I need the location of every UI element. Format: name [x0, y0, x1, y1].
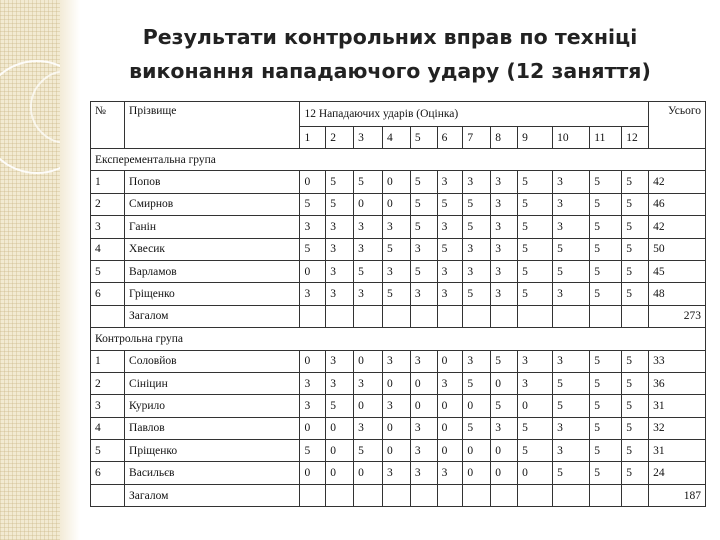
score-cell: 5 — [622, 440, 649, 462]
score-cell: 3 — [518, 372, 553, 394]
row-total: 42 — [649, 171, 706, 193]
score-cell: 3 — [437, 283, 463, 305]
score-cell: 3 — [437, 171, 463, 193]
summary-total: 273 — [649, 305, 706, 327]
score-cell: 5 — [622, 283, 649, 305]
header-strike-7: 7 — [463, 127, 491, 149]
score-cell: 3 — [382, 350, 410, 372]
score-cell: 5 — [326, 171, 354, 193]
score-cell: 3 — [553, 350, 590, 372]
row-surname: Смирнов — [125, 193, 300, 215]
table-row — [91, 350, 706, 372]
score-cell: 0 — [354, 193, 383, 215]
summary-empty-cell — [300, 305, 326, 327]
score-cell: 0 — [300, 462, 326, 484]
score-cell: 3 — [326, 238, 354, 260]
score-cell: 5 — [437, 193, 463, 215]
header-strike-6: 6 — [437, 127, 463, 149]
row-surname: Павлов — [125, 417, 300, 439]
score-cell: 3 — [300, 216, 326, 238]
score-cell: 3 — [354, 417, 383, 439]
summary-empty-cell — [518, 305, 553, 327]
score-cell: 3 — [463, 260, 491, 282]
score-cell: 5 — [622, 350, 649, 372]
group-summary-row — [91, 305, 706, 327]
header-strike-3: 3 — [354, 127, 383, 149]
summary-empty-cell — [590, 484, 622, 506]
row-number: 5 — [91, 440, 125, 462]
score-cell: 0 — [300, 350, 326, 372]
score-cell: 3 — [437, 462, 463, 484]
score-cell: 3 — [410, 238, 437, 260]
score-cell: 0 — [518, 395, 553, 417]
score-cell: 3 — [354, 283, 383, 305]
row-total: 31 — [649, 440, 706, 462]
score-cell: 5 — [553, 462, 590, 484]
score-cell: 5 — [553, 395, 590, 417]
score-cell: 5 — [590, 395, 622, 417]
score-cell: 0 — [382, 440, 410, 462]
score-cell: 3 — [491, 171, 518, 193]
score-cell: 5 — [382, 283, 410, 305]
header-strike-11: 11 — [590, 127, 622, 149]
score-cell: 0 — [382, 193, 410, 215]
score-cell: 3 — [300, 283, 326, 305]
score-cell: 5 — [518, 171, 553, 193]
summary-empty-cell — [491, 305, 518, 327]
header-strike-10: 10 — [553, 127, 590, 149]
score-cell: 5 — [590, 171, 622, 193]
score-cell: 3 — [382, 395, 410, 417]
summary-empty-cell — [553, 305, 590, 327]
score-cell: 0 — [326, 462, 354, 484]
score-cell: 5 — [437, 238, 463, 260]
summary-empty-cell — [382, 484, 410, 506]
summary-empty-cell — [437, 484, 463, 506]
score-cell: 5 — [300, 238, 326, 260]
score-cell: 0 — [382, 417, 410, 439]
group-label: Контрольна група — [91, 328, 706, 350]
header-strike-5: 5 — [410, 127, 437, 149]
score-cell: 0 — [382, 171, 410, 193]
score-cell: 3 — [463, 171, 491, 193]
row-total: 32 — [649, 417, 706, 439]
score-cell: 5 — [622, 462, 649, 484]
score-cell: 3 — [410, 462, 437, 484]
slide-title — [90, 20, 690, 88]
score-cell: 3 — [382, 462, 410, 484]
score-cell: 0 — [300, 417, 326, 439]
score-cell: 3 — [354, 238, 383, 260]
summary-empty-cell — [354, 305, 383, 327]
score-cell: 0 — [437, 440, 463, 462]
summary-empty-cell — [354, 484, 383, 506]
summary-empty-cell — [326, 305, 354, 327]
group-label-row — [91, 328, 706, 350]
score-cell: 5 — [622, 260, 649, 282]
row-number: 2 — [91, 372, 125, 394]
group-summary-row — [91, 484, 706, 506]
score-cell: 5 — [518, 440, 553, 462]
header-row — [91, 102, 706, 127]
score-cell: 3 — [326, 283, 354, 305]
row-number: 6 — [91, 462, 125, 484]
score-cell: 5 — [590, 350, 622, 372]
score-cell: 0 — [354, 462, 383, 484]
score-cell: 5 — [491, 350, 518, 372]
score-cell: 5 — [518, 193, 553, 215]
score-cell: 5 — [463, 417, 491, 439]
summary-empty-cell — [463, 305, 491, 327]
row-total: 31 — [649, 395, 706, 417]
row-total: 24 — [649, 462, 706, 484]
score-cell: 0 — [518, 462, 553, 484]
score-cell: 3 — [410, 417, 437, 439]
table-row — [91, 395, 706, 417]
score-cell: 3 — [553, 417, 590, 439]
score-cell: 3 — [518, 350, 553, 372]
summary-empty-cell — [326, 484, 354, 506]
score-cell: 5 — [463, 216, 491, 238]
score-cell: 5 — [590, 440, 622, 462]
score-cell: 3 — [437, 216, 463, 238]
score-cell: 0 — [491, 462, 518, 484]
header-strike-4: 4 — [382, 127, 410, 149]
score-cell: 3 — [326, 260, 354, 282]
score-cell: 5 — [463, 372, 491, 394]
score-cell: 3 — [326, 372, 354, 394]
score-cell: 5 — [622, 395, 649, 417]
row-surname: Ганін — [125, 216, 300, 238]
header-total: Усього — [649, 102, 706, 149]
score-cell: 5 — [553, 372, 590, 394]
score-cell: 5 — [590, 417, 622, 439]
score-cell: 5 — [326, 395, 354, 417]
group-label-row — [91, 149, 706, 171]
row-total: 45 — [649, 260, 706, 282]
score-cell: 3 — [300, 372, 326, 394]
row-total: 36 — [649, 372, 706, 394]
summary-empty-cell — [410, 305, 437, 327]
score-cell: 3 — [354, 372, 383, 394]
score-cell: 0 — [326, 440, 354, 462]
score-cell: 3 — [354, 216, 383, 238]
summary-empty-cell — [518, 484, 553, 506]
score-cell: 5 — [590, 372, 622, 394]
row-number: 4 — [91, 238, 125, 260]
score-cell: 3 — [553, 216, 590, 238]
score-cell: 5 — [553, 238, 590, 260]
score-cell: 5 — [410, 260, 437, 282]
score-cell: 5 — [622, 216, 649, 238]
score-cell: 5 — [518, 238, 553, 260]
row-number: 1 — [91, 350, 125, 372]
summary-label: Загалом — [125, 305, 300, 327]
row-surname: Сініцин — [125, 372, 300, 394]
row-total: 50 — [649, 238, 706, 260]
score-cell: 5 — [326, 193, 354, 215]
header-surname: Прізвище — [125, 102, 300, 149]
score-cell: 0 — [463, 395, 491, 417]
score-cell: 5 — [410, 193, 437, 215]
score-cell: 0 — [382, 372, 410, 394]
summary-empty-cell — [491, 484, 518, 506]
score-cell: 0 — [437, 417, 463, 439]
row-number: 2 — [91, 193, 125, 215]
score-cell: 5 — [622, 171, 649, 193]
score-cell: 5 — [463, 283, 491, 305]
score-cell: 3 — [382, 216, 410, 238]
row-surname: Варламов — [125, 260, 300, 282]
score-cell: 5 — [382, 238, 410, 260]
score-cell: 3 — [491, 193, 518, 215]
score-cell: 3 — [491, 283, 518, 305]
score-cell: 3 — [553, 283, 590, 305]
table-row — [91, 171, 706, 193]
row-total: 46 — [649, 193, 706, 215]
score-cell: 5 — [410, 216, 437, 238]
score-cell: 0 — [300, 260, 326, 282]
score-cell: 0 — [354, 395, 383, 417]
score-cell: 0 — [410, 372, 437, 394]
header-strike-12: 12 — [622, 127, 649, 149]
score-cell: 3 — [437, 372, 463, 394]
header-strike-1: 1 — [300, 127, 326, 149]
score-cell: 0 — [354, 350, 383, 372]
score-cell: 5 — [590, 260, 622, 282]
score-cell: 5 — [300, 440, 326, 462]
header-number: № — [91, 102, 125, 149]
score-cell: 0 — [491, 440, 518, 462]
score-cell: 5 — [622, 238, 649, 260]
row-surname: Хвесик — [125, 238, 300, 260]
score-cell: 5 — [590, 238, 622, 260]
score-cell: 5 — [354, 171, 383, 193]
score-cell: 5 — [622, 372, 649, 394]
score-cell: 5 — [491, 395, 518, 417]
score-cell: 5 — [354, 260, 383, 282]
score-cell: 3 — [410, 350, 437, 372]
table-row — [91, 193, 706, 215]
score-cell: 3 — [437, 260, 463, 282]
score-cell: 0 — [491, 372, 518, 394]
score-cell: 0 — [326, 417, 354, 439]
summary-empty-cell — [590, 305, 622, 327]
summary-empty-cell — [622, 305, 649, 327]
score-cell: 3 — [463, 350, 491, 372]
table-row — [91, 440, 706, 462]
row-number: 3 — [91, 216, 125, 238]
score-cell: 3 — [553, 193, 590, 215]
score-cell: 5 — [518, 417, 553, 439]
score-cell: 5 — [590, 283, 622, 305]
row-number: 3 — [91, 395, 125, 417]
score-cell: 5 — [518, 216, 553, 238]
row-surname: Попов — [125, 171, 300, 193]
score-cell: 0 — [463, 440, 491, 462]
score-cell: 3 — [491, 417, 518, 439]
row-surname: Пріщенко — [125, 440, 300, 462]
score-cell: 5 — [354, 440, 383, 462]
summary-empty-cell — [553, 484, 590, 506]
table-row — [91, 372, 706, 394]
score-cell: 3 — [491, 238, 518, 260]
group-label: Експерементальна група — [91, 149, 706, 171]
header-strike-2: 2 — [326, 127, 354, 149]
score-cell: 5 — [518, 283, 553, 305]
score-cell: 0 — [463, 462, 491, 484]
score-cell: 5 — [622, 193, 649, 215]
row-number: 1 — [91, 171, 125, 193]
summary-empty-cell — [410, 484, 437, 506]
summary-empty-cell — [91, 484, 125, 506]
score-cell: 3 — [326, 216, 354, 238]
score-cell: 0 — [410, 395, 437, 417]
score-cell: 3 — [491, 216, 518, 238]
score-cell: 3 — [382, 260, 410, 282]
row-surname: Соловйов — [125, 350, 300, 372]
score-cell: 0 — [437, 395, 463, 417]
score-cell: 5 — [300, 193, 326, 215]
score-cell: 3 — [410, 283, 437, 305]
score-cell: 0 — [437, 350, 463, 372]
summary-empty-cell — [300, 484, 326, 506]
score-cell: 3 — [553, 171, 590, 193]
score-cell: 3 — [300, 395, 326, 417]
score-cell: 5 — [590, 462, 622, 484]
row-number: 4 — [91, 417, 125, 439]
slide-title-line-1: Результати контрольних вправ по техніці — [142, 25, 638, 49]
summary-empty-cell — [622, 484, 649, 506]
header-strike-8: 8 — [491, 127, 518, 149]
decorative-band-fade — [60, 0, 80, 540]
row-number: 6 — [91, 283, 125, 305]
table-row — [91, 260, 706, 282]
row-surname: Васильєв — [125, 462, 300, 484]
table-row — [91, 216, 706, 238]
score-cell: 3 — [410, 440, 437, 462]
score-cell: 3 — [553, 440, 590, 462]
score-cell: 3 — [326, 350, 354, 372]
table-row — [91, 462, 706, 484]
summary-empty-cell — [382, 305, 410, 327]
row-number: 5 — [91, 260, 125, 282]
row-surname: Курило — [125, 395, 300, 417]
table-row — [91, 238, 706, 260]
decorative-side-band — [0, 0, 60, 540]
score-cell: 5 — [463, 193, 491, 215]
score-cell: 5 — [622, 417, 649, 439]
table-row — [91, 283, 706, 305]
summary-empty-cell — [463, 484, 491, 506]
summary-empty-cell — [91, 305, 125, 327]
header-strike-9: 9 — [518, 127, 553, 149]
row-surname: Гріщенко — [125, 283, 300, 305]
score-cell: 5 — [590, 216, 622, 238]
score-cell: 5 — [410, 171, 437, 193]
summary-empty-cell — [437, 305, 463, 327]
score-cell: 5 — [553, 260, 590, 282]
row-total: 33 — [649, 350, 706, 372]
header-strikes-group: 12 Нападаючих ударів (Оцінка) — [300, 102, 649, 127]
score-cell: 3 — [491, 260, 518, 282]
table-row — [91, 417, 706, 439]
results-table — [90, 101, 706, 507]
row-total: 48 — [649, 283, 706, 305]
slide-title-line-2: виконання нападаючого удару (12 заняття) — [129, 59, 651, 83]
score-cell: 3 — [463, 238, 491, 260]
row-total: 42 — [649, 216, 706, 238]
summary-total: 187 — [649, 484, 706, 506]
score-cell: 5 — [518, 260, 553, 282]
score-cell: 5 — [590, 193, 622, 215]
score-cell: 0 — [300, 171, 326, 193]
summary-label: Загалом — [125, 484, 300, 506]
